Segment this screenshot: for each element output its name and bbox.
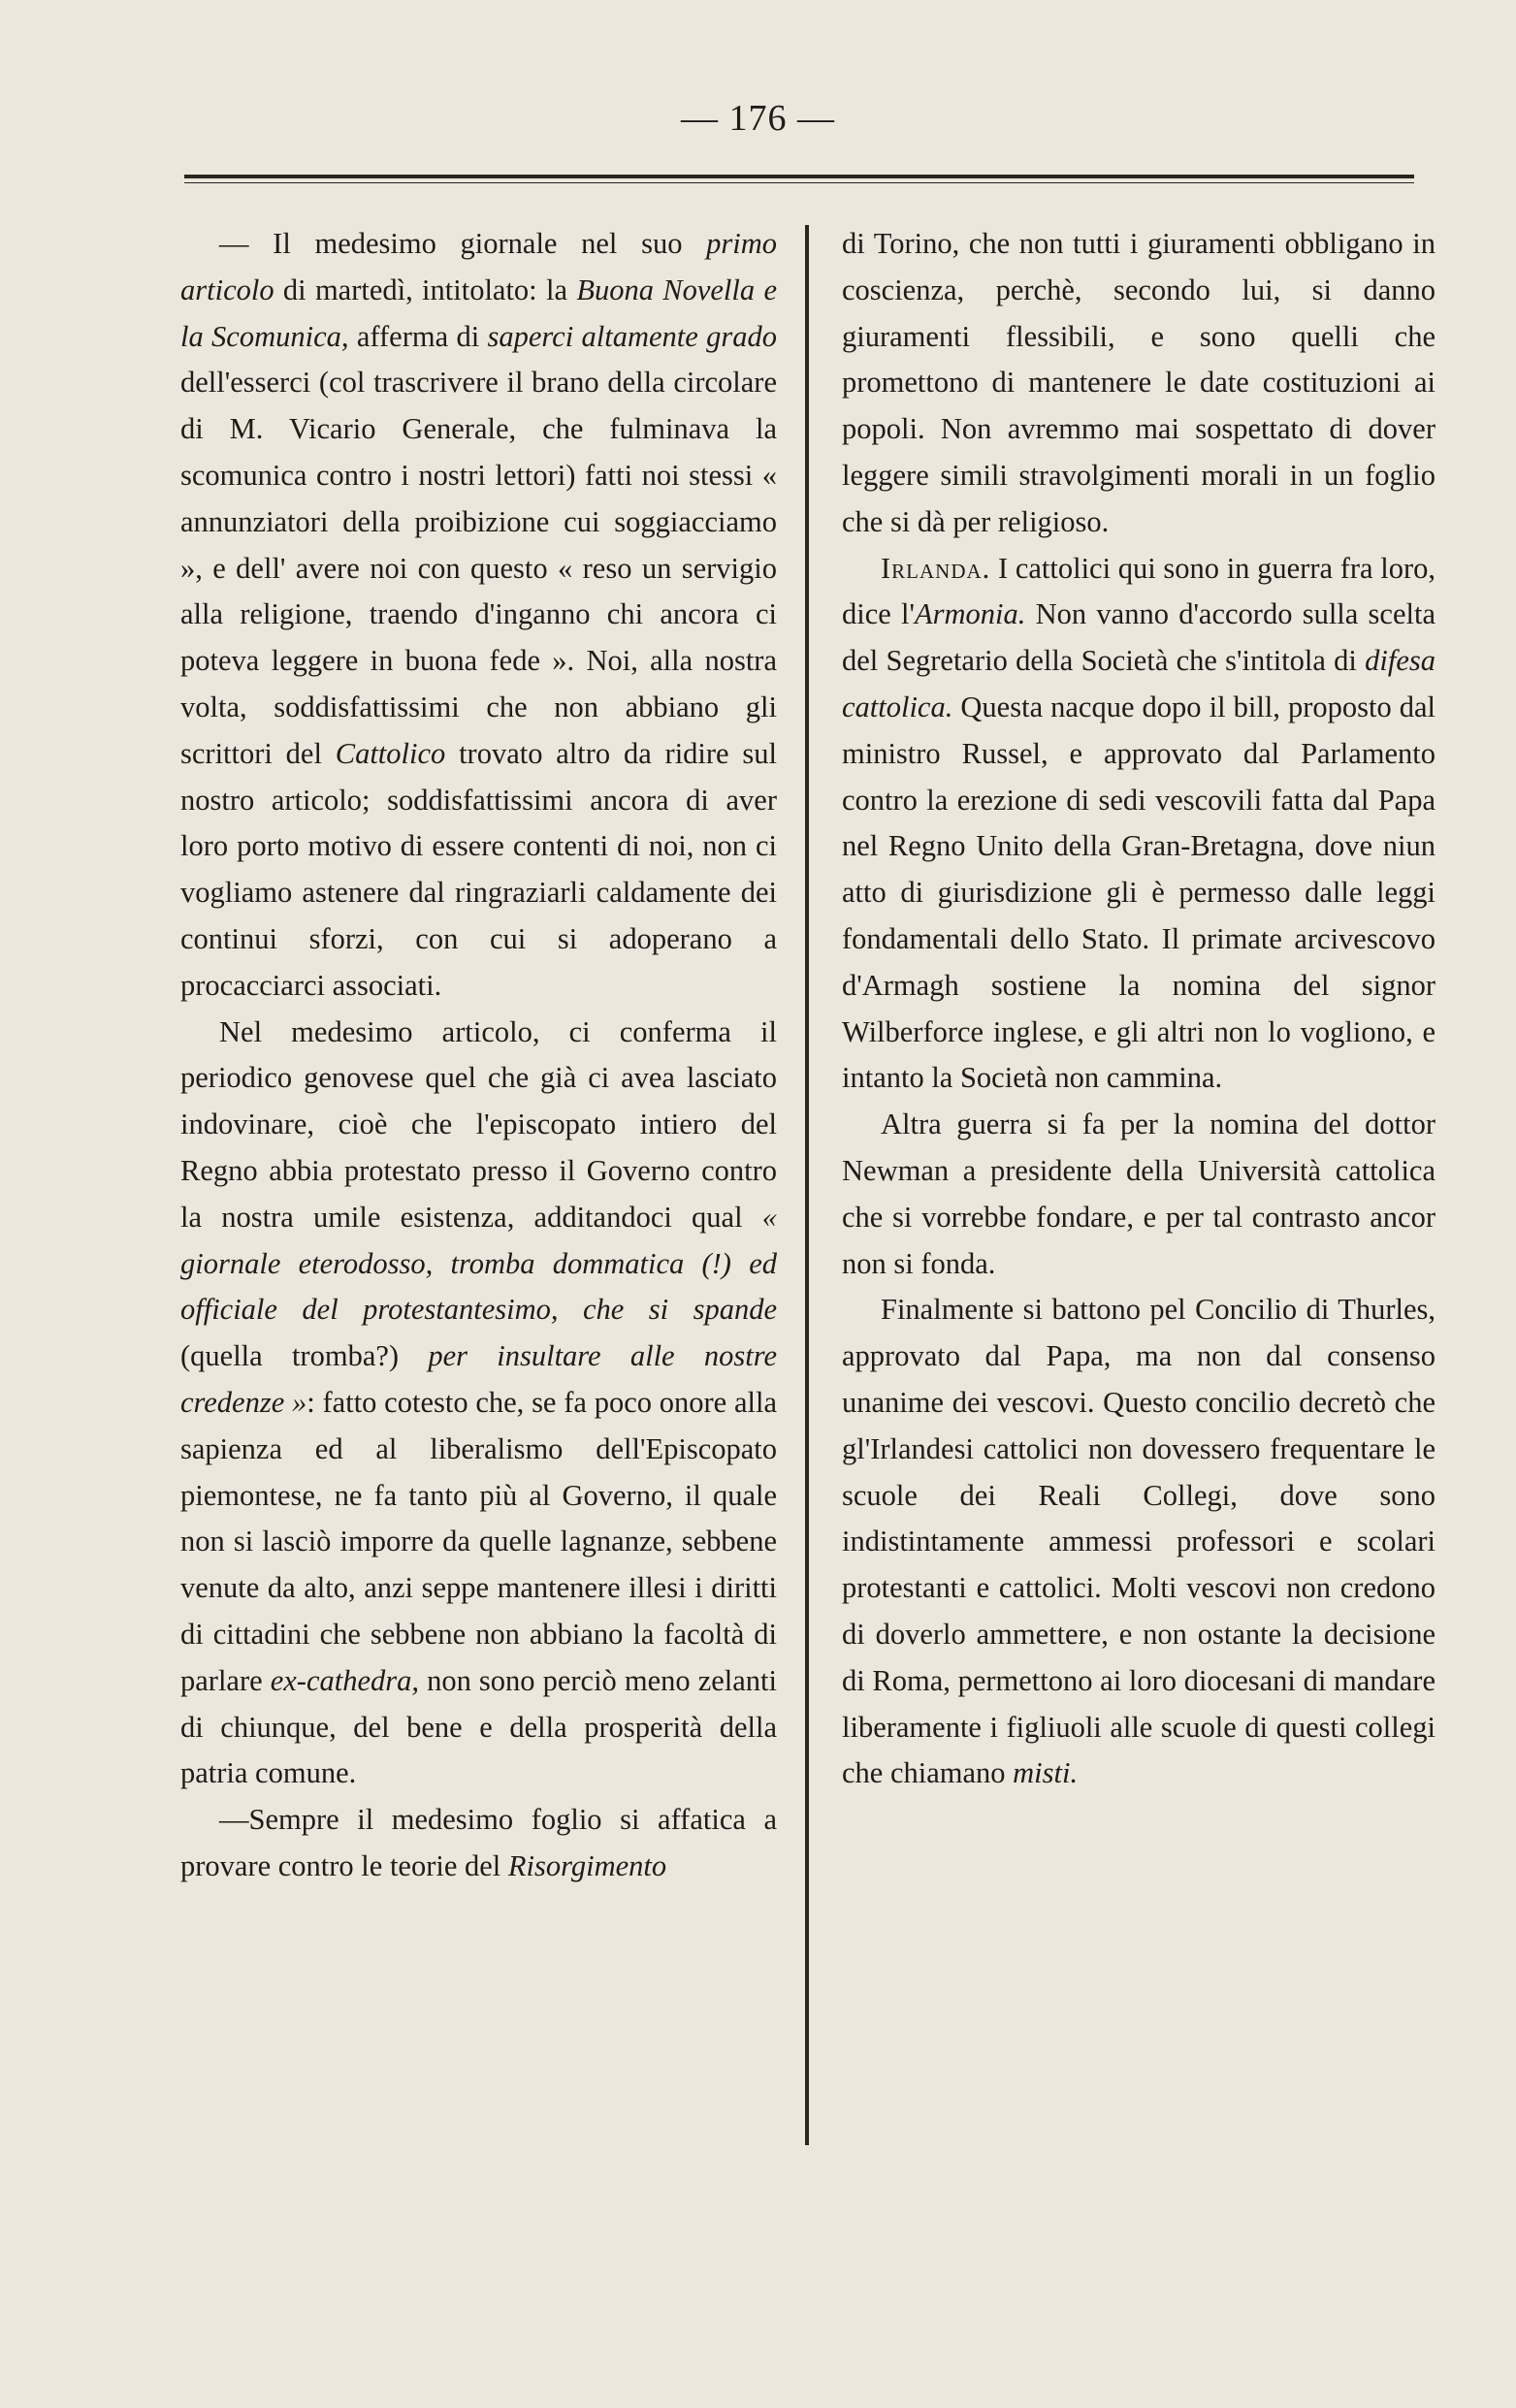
text-run: I cattolici qui sono in guerra fra loro, dice l'	[842, 551, 1435, 631]
italic-text: Cattolico	[335, 736, 446, 770]
text-run: Finalmente si battono pel Concilio di Thurles, approvato dal Papa, ma non dal consenso unanime dei vescovi. Questo concilio decretò che gl'Irlandesi cattolici non dovessero frequentare le scuole dei Reali Collegi, dove sono indistintamente ammessi professori e scolari protestanti e cattolici. Molti vescovi non credono di doverlo ammettere, e non ostante la decisione di Roma, permettono ai loro diocesani di mandare liberamente i figliuoli alle scuole di questi collegi che chiamano	[842, 1293, 1435, 1790]
italic-text: difesa cattolica.	[842, 644, 1435, 723]
paragraph	[180, 1797, 777, 1890]
italic-text: Armonia.	[915, 597, 1026, 631]
italic-text: Risorgimento	[507, 1848, 667, 1882]
text-run: —Sempre il medesimo foglio si affatica a provare contro le teorie del	[180, 1803, 777, 1882]
header-rule	[184, 175, 1414, 183]
text-run: dell'esserci (col trascrivere il brano della circolare di M. Vicario Generale, che fulminava la scomunica contro i nostri lettori) fatti noi stessi « annunziatori della proibizione cui soggiacciamo », e dell' avere noi con questo « reso un servigio alla religione, traendo d'inganno chi ancora ci poteva leggere in buona fede ». Noi, alla nostra volta, soddisfattissimi che non abbiano gli scrittori del	[180, 366, 777, 770]
paragraph	[842, 1287, 1435, 1797]
italic-text: primo articolo	[180, 227, 777, 306]
section-heading: Irlanda.	[881, 551, 991, 585]
italic-text: misti.	[1013, 1756, 1079, 1790]
text-run: trovato altro da ridire sul nostro articolo; soddisfattissimi ancora di aver loro porto motivo di essere contenti di noi, non ci vogliamo astenere dal ringraziarli caldamente dei continui sforzi, con cui si adoperano a procacciarci associati.	[180, 736, 777, 1002]
right-column	[842, 221, 1435, 1797]
paragraph	[180, 1010, 777, 1798]
paragraph	[842, 1102, 1435, 1287]
text-run: afferma di	[348, 319, 488, 353]
text-run: Questa nacque dopo il bill, proposto dal ministro Russel, e approvato dal Parlamento contro la erezione di sedi vescovili fatta dal Papa nel Regno Unito della Gran-Bretagna, dove niun atto di giurisdizione gli è permesso dalle leggi fondamentali dello Stato. Il primate arcivescovo d'Armagh sostiene la nomina del signor Wilberforce inglese, e gli altri non lo vogliono, e intanto la Società non cammina.	[842, 690, 1435, 1095]
left-column	[180, 221, 777, 1890]
italic-text: per insultare alle nostre credenze »	[180, 1339, 777, 1419]
text-run: Non vanno d'accordo sulla scelta del Segretario della Società che s'intitola di	[842, 597, 1435, 678]
italic-text: ex-cathedra,	[270, 1663, 420, 1697]
paragraph-irlanda	[842, 546, 1435, 1103]
page-number: — 176 —	[681, 98, 835, 139]
paragraph	[180, 221, 777, 1010]
column-divider	[805, 225, 809, 2145]
italic-text: Buona Novella e la Scomunica,	[180, 273, 777, 353]
text-run: di martedì, intitolato: la	[274, 273, 577, 306]
text-run: — Il medesimo giornale nel suo	[219, 227, 707, 260]
text-run: (quella tromba?)	[180, 1339, 429, 1373]
text-run: Altra guerra si fa per la nomina del dottor Newman a presidente della Università cattolica che si vorrebbe fondare, e per tal contrasto ancor non si fonda.	[842, 1108, 1435, 1280]
text-run: : fatto cotesto che, se fa poco onore alla sapienza ed al liberalismo dell'Episcopato piemontese, ne fa tanto più al Governo, il quale non si lasciò imporre da quelle lagnanze, sebbene venute da alto, anzi seppe mantenere illesi i diritti di cittadini che sebbene non abbiano la facoltà di parlare	[180, 1385, 777, 1697]
text-run: non sono perciò meno zelanti di chiunque, del bene e della prosperità della patria comune.	[180, 1663, 777, 1790]
italic-text: saperci altamente grado	[487, 319, 777, 353]
text-run: di Torino, che non tutti i giuramenti obbligano in coscienza, perchè, secondo lui, si danno giuramenti flessibili, e sono quelli che promettono di mantenere le date costituzioni ai popoli. Non avremmo mai sospettato di dover leggere simili stravolgimenti morali in un foglio che si dà per religioso.	[842, 227, 1435, 538]
paragraph	[842, 221, 1435, 546]
text-run: Nel medesimo articolo, ci conferma il periodico genovese quel che già ci avea lasciato indovinare, cioè che l'episcopato intiero del Regno abbia protestato presso il Governo contro la nostra umile esistenza, additandoci qual	[180, 1014, 777, 1234]
italic-text: « giornale eterodosso, tromba dommatica (!) ed officiale del protestantesimo, che si spande	[180, 1200, 777, 1327]
